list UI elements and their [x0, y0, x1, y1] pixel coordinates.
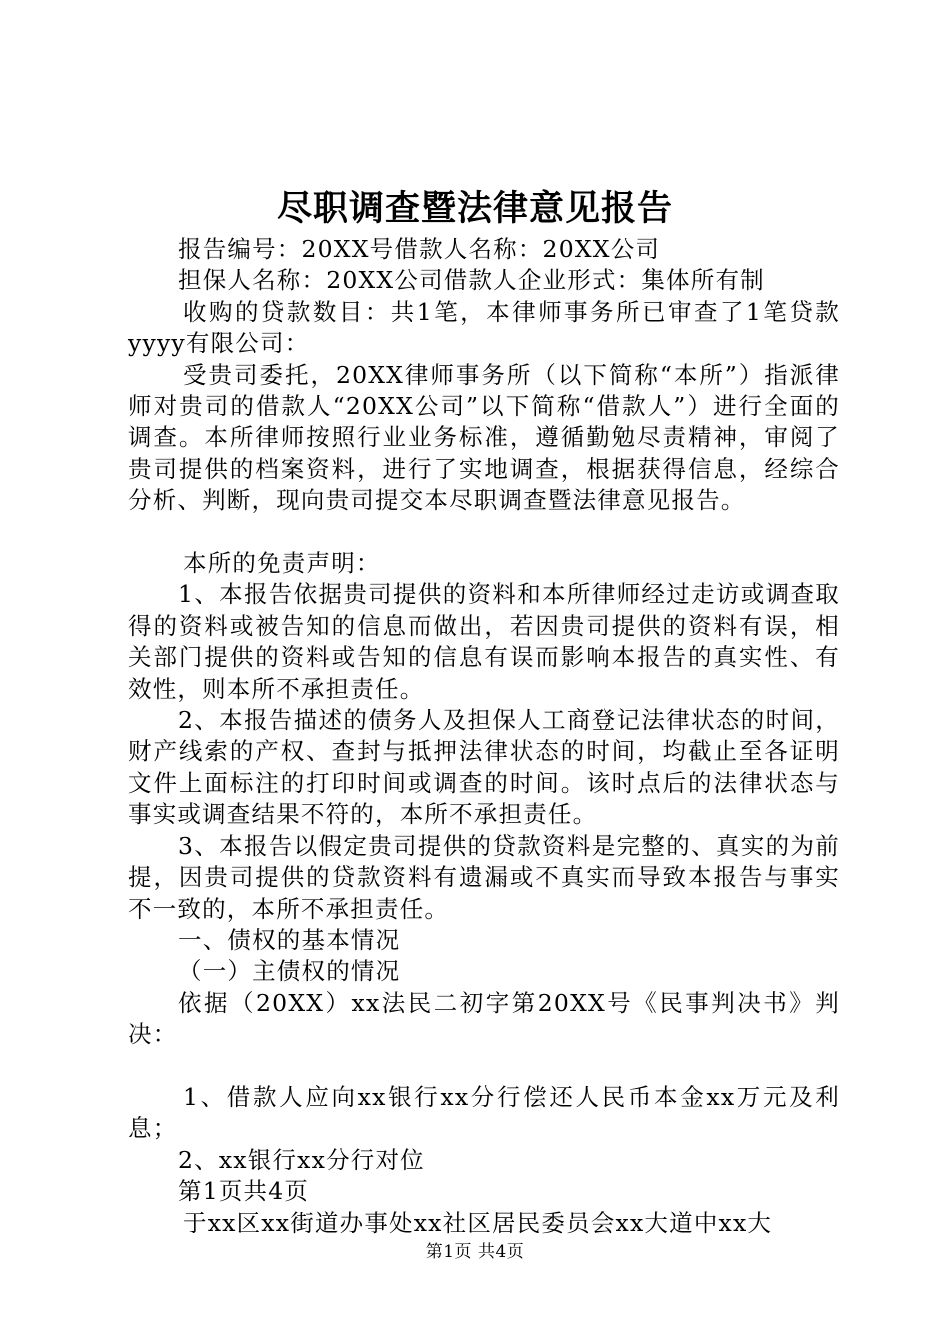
blank-line — [128, 1051, 840, 1082]
disclaimer-item-3: 3、本报告以假定贵司提供的贷款资料是完整的、真实的为前提，因贵司提供的贷款资料有遗漏或不真实而导致本报告与事实不一致的，本所不承担责任。 — [128, 831, 840, 923]
disclaimer-item-1: 1、本报告依据贵司提供的资料和本所律师经过走访或调查取得的资料或被告知的信息而做出，若因贵司提供的资料有误，相关部门提供的资料或告知的信息有误而影响本报告的真实性、有效性，则本所不承担责任。 — [128, 580, 840, 703]
loan-count-paragraph: 收购的贷款数目：共1笔，本律师事务所已审查了1笔贷款yyyy有限公司： — [128, 297, 840, 358]
section-heading-1: 一、债权的基本情况 — [178, 925, 401, 954]
subsection-heading-1: （一）主债权的情况 — [178, 957, 401, 986]
judgment-item-1: 1、借款人应向xx银行xx分行偿还人民币本金xx万元及利息； — [128, 1082, 840, 1143]
document-title: 尽职调查暨法律意见报告 — [276, 188, 673, 229]
judgment-basis-paragraph: 依据（20XX）xx法民二初字第20XX号《民事判决书》判决： — [128, 988, 840, 1049]
page-footer: 第1页 共4页 — [425, 1242, 525, 1262]
disclaimer-heading: 本所的免责声明： — [183, 549, 381, 578]
guarantor-line: 担保人名称：20XX公司借款人企业形式：集体所有制 — [178, 266, 765, 295]
inline-page-marker: 第1页共4页 — [178, 1177, 310, 1206]
commission-paragraph: 受贵司委托，20XX律师事务所（以下简称“本所”）指派律师对贵司的借款人“20XX公司”以下简称“借款人”）进行全面的调查。本所律师按照行业业务标准，遵循勤勉尽责精神，审阅了贵司提供的档案资料，进行了实地调查，根据获得信息，经综合分析、判断，现向贵司提交本尽职调查暨法律意见报告。 — [128, 360, 840, 515]
judgment-item-2: 2、xx银行xx分行对位 — [178, 1145, 425, 1174]
blank-line — [128, 517, 840, 548]
continuation-paragraph: 于xx区xx街道办事处xx社区居民委员会xx大道中xx大 — [183, 1208, 773, 1237]
disclaimer-item-2: 2、本报告描述的债务人及担保人工商登记法律状态的时间，财产线索的产权、查封与抵押法律状态的时间，均截止至各证明文件上面标注的打印时间或调查的时间。该时点后的法律状态与事实或调查结果不符的，本所不承担责任。 — [128, 706, 840, 829]
report-number-line: 报告编号：20XX号借款人名称：20XX公司 — [178, 235, 661, 263]
document-body — [128, 234, 840, 1239]
